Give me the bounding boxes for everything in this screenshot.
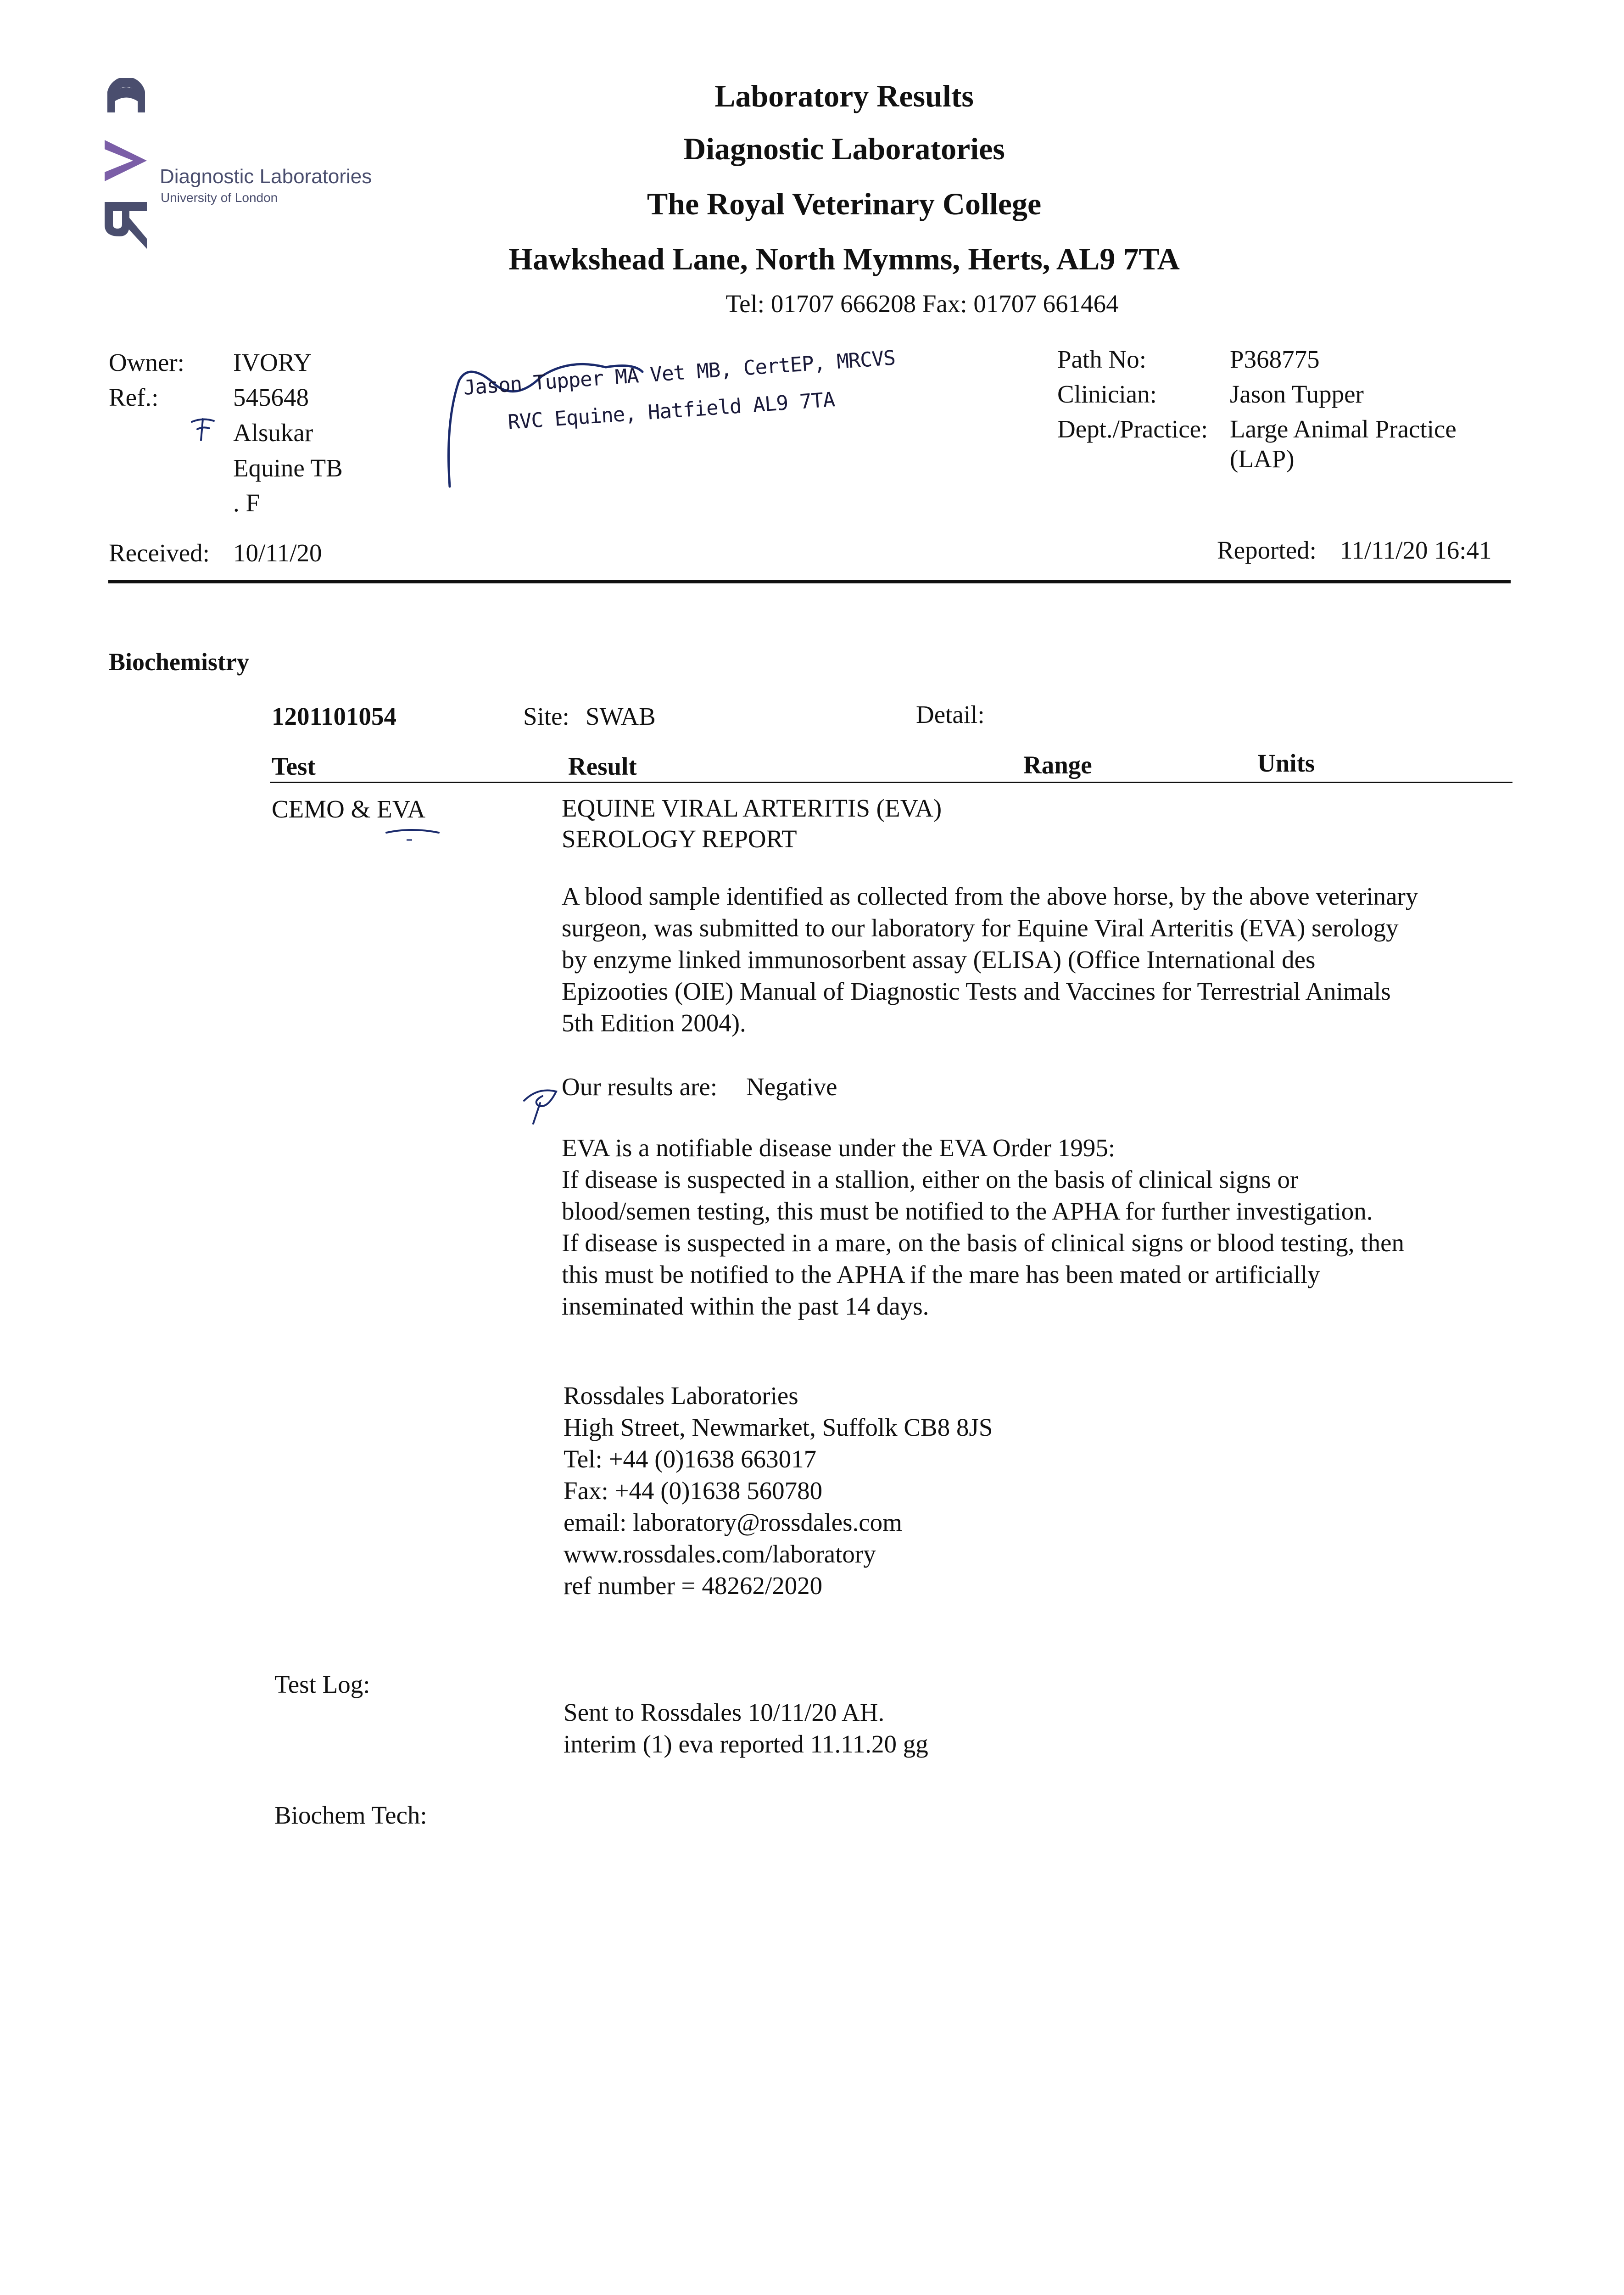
result-description (562, 880, 1418, 1039)
result-heading-1: EQUINE VIRAL ARTERITIS (EVA) (562, 794, 942, 822)
header-divider (108, 580, 1511, 583)
table-header-rule (270, 782, 1512, 783)
clinician-label: Clinician: (1057, 380, 1157, 408)
sample-id: 1201101054 (272, 702, 396, 730)
path-number: P368775 (1230, 345, 1320, 373)
outcome-label: Our results are: (562, 1073, 718, 1101)
test-name: CEMO & EVA (272, 795, 426, 823)
notice-line: If disease is suspected in a stallion, either on the basis of clinical signs or (562, 1165, 1299, 1193)
description-line: Epizooties (OIE) Manual of Diagnostic Tests and Vaccines for Terrestrial Animals (562, 977, 1391, 1005)
owner-value: IVORY (233, 348, 312, 376)
column-units: Units (1257, 749, 1315, 777)
contact-line: www.rossdales.com/laboratory (564, 1540, 876, 1568)
description-line: A blood sample identified as collected from the above horse, by the above veterinary (562, 882, 1418, 910)
logo-subtitle: University of London (161, 190, 278, 205)
handwritten-mark-icon (519, 1078, 565, 1128)
contact-line: ref number = 48262/2020 (564, 1572, 823, 1600)
veterinarian-stamp (441, 346, 896, 491)
notice-line: If disease is suspected in a mare, on the basis of clinical signs or blood testing, then (562, 1229, 1404, 1257)
contact-line: Tel: +44 (0)1638 663017 (564, 1445, 817, 1473)
notifiable-notice (562, 1132, 1404, 1322)
log-entry: interim (1) eva reported 11.11.20 gg (564, 1730, 928, 1758)
reported-label: Reported: (1217, 536, 1317, 564)
received-date: 10/11/20 (233, 539, 322, 567)
description-line: 5th Edition 2004). (562, 1009, 746, 1037)
test-log-entries (564, 1696, 928, 1760)
site-label: Site: (523, 702, 569, 730)
received-label: Received: (109, 539, 210, 567)
lab-contact-block (564, 1380, 993, 1601)
ref-value: 545648 (233, 383, 309, 411)
notice-line: inseminated within the past 14 days. (562, 1292, 929, 1320)
report-title: Laboratory Results (714, 78, 974, 113)
ref-label: Ref.: (109, 383, 159, 411)
column-test: Test (272, 752, 316, 780)
lab-address: Hawkshead Lane, North Mymms, Herts, AL9 7TA (508, 241, 1180, 276)
species-breed: Equine TB (233, 454, 343, 482)
stamp-line-1: Jason Tupper MA Vet MB, CertEP, MRCVS (463, 346, 896, 400)
handwritten-underline-icon (384, 826, 443, 845)
notice-line: EVA is a notifiable disease under the EVA Order 1995: (562, 1134, 1116, 1162)
description-line: by enzyme linked immunosorbent assay (ELISA) (Office International des (562, 946, 1316, 974)
dept-abbrev: (LAP) (1230, 445, 1295, 473)
lab-contact: Tel: 01707 666208 Fax: 01707 661464 (725, 290, 1119, 318)
reported-datetime: 11/11/20 16:41 (1340, 536, 1492, 564)
logo-name: Diagnostic Laboratories (160, 165, 372, 188)
dept-label: Dept./Practice: (1057, 415, 1208, 443)
biochem-tech-label: Biochem Tech: (274, 1801, 427, 1829)
contact-line: High Street, Newmarket, Suffolk CB8 8JS (564, 1413, 993, 1441)
contact-line: Fax: +44 (0)1638 560780 (564, 1477, 823, 1505)
contact-line: email: laboratory@rossdales.com (564, 1508, 902, 1536)
description-line: surgeon, was submitted to our laboratory for Equine Viral Arteritis (EVA) serology (562, 914, 1399, 942)
lab-name: Diagnostic Laboratories (683, 131, 1005, 166)
handwritten-tick-icon (189, 415, 217, 443)
log-entry: Sent to Rossdales 10/11/20 AH. (564, 1698, 885, 1726)
result-heading-2: SEROLOGY REPORT (562, 825, 797, 853)
sex: . F (233, 489, 260, 517)
college-name: The Royal Veterinary College (647, 186, 1042, 221)
outcome-value: Negative (746, 1073, 837, 1101)
dept-name: Large Animal Practice (1230, 415, 1457, 443)
path-label: Path No: (1057, 345, 1147, 373)
stamp-line-2: RVC Equine, Hatfield AL9 7TA (507, 388, 836, 434)
section-title: Biochemistry (109, 648, 249, 676)
site-value: SWAB (586, 702, 656, 730)
clinician-name: Jason Tupper (1230, 380, 1364, 408)
detail-label: Detail: (916, 700, 985, 728)
horse-name: Alsukar (233, 419, 313, 447)
owner-label: Owner: (109, 348, 184, 376)
notice-line: blood/semen testing, this must be notified to the APHA for further investigation. (562, 1197, 1373, 1225)
column-result: Result (568, 752, 637, 780)
column-range: Range (1023, 751, 1092, 779)
test-log-label: Test Log: (274, 1670, 370, 1698)
notice-line: this must be notified to the APHA if the mare has been mated or artificially (562, 1260, 1320, 1288)
contact-line: Rossdales Laboratories (564, 1382, 798, 1410)
